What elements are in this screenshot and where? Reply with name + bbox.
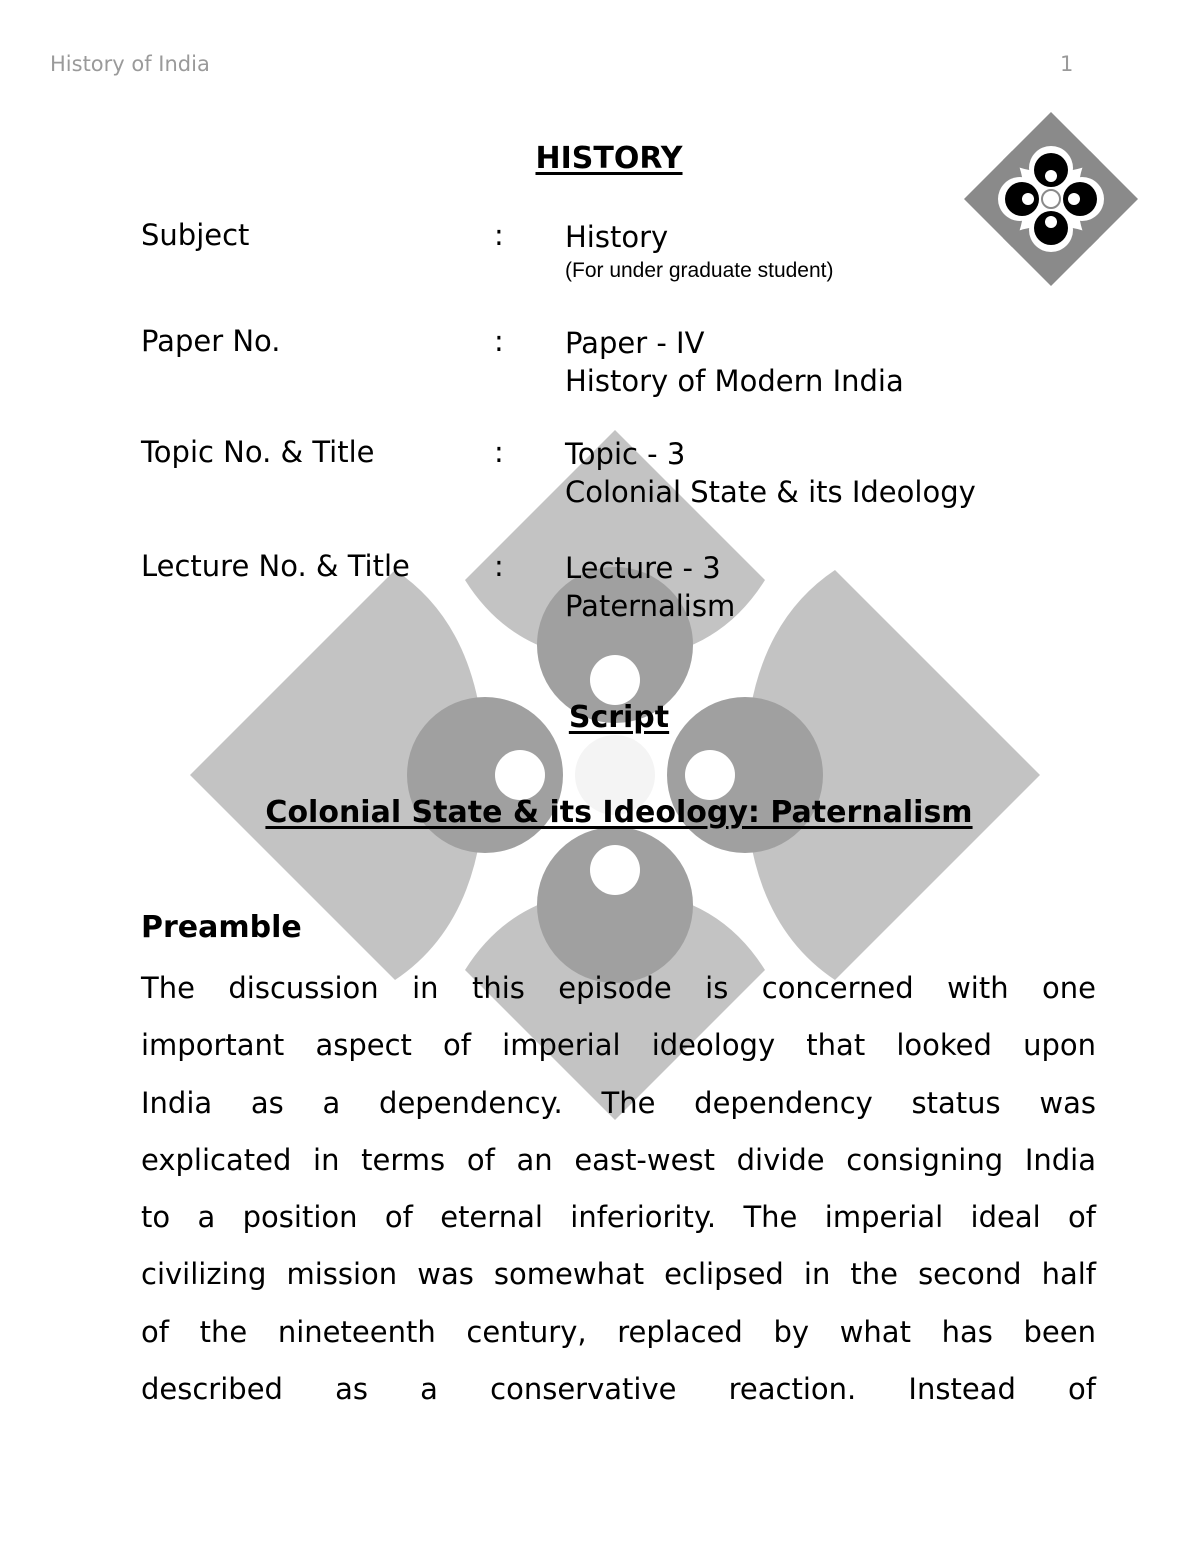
meta-label: Paper No. [141,324,281,358]
paragraph-line: India as a dependency. The dependency status was [141,1085,1096,1120]
meta-label: Lecture No. & Title [141,549,410,583]
meta-note: (For under graduate student) [565,259,834,282]
paragraph-line: explicated in terms of an east-west divide consigning India [141,1142,1096,1177]
paragraph-line: described as a conservative reaction. Instead of [141,1372,1096,1407]
page-number: 1 [1060,52,1074,76]
paragraph-line: to a position of eternal inferiority. The imperial ideal of [141,1200,1096,1235]
meta-value-line: History of Modern India [565,364,904,398]
paragraph-line: of the nineteenth century, replaced by what has been [141,1314,1096,1349]
meta-value-line: Lecture - 3 [565,551,721,585]
script-heading: Script [568,700,670,735]
meta-colon: : [494,218,504,252]
running-header-title: History of India [50,52,210,76]
meta-value [565,435,976,511]
meta-value-line: History [565,220,669,254]
section-subtitle: Colonial State & its Ideology: Paternalism [265,795,973,830]
meta-value-line: Paternalism [565,589,736,623]
emblem-logo-icon [962,110,1140,288]
meta-colon: : [494,435,504,469]
meta-value [565,549,735,625]
preamble-heading: Preamble [141,910,302,945]
meta-value [565,218,834,286]
preamble-paragraph [141,960,1096,1418]
paragraph-line: important aspect of imperial ideology that looked upon [141,1028,1096,1063]
meta-colon: : [494,549,504,583]
meta-value-line: Colonial State & its Ideology [565,475,976,509]
meta-value-line: Paper - IV [565,326,705,360]
meta-value [565,324,904,400]
meta-colon: : [494,324,504,358]
document-title: HISTORY [535,141,683,176]
paragraph-line: civilizing mission was somewhat eclipsed in the second half [141,1257,1096,1292]
meta-label: Topic No. & Title [141,435,375,469]
paragraph-line: The discussion in this episode is concerned with one [141,971,1096,1005]
meta-label: Subject [141,218,250,252]
meta-value-line: Topic - 3 [565,437,686,471]
